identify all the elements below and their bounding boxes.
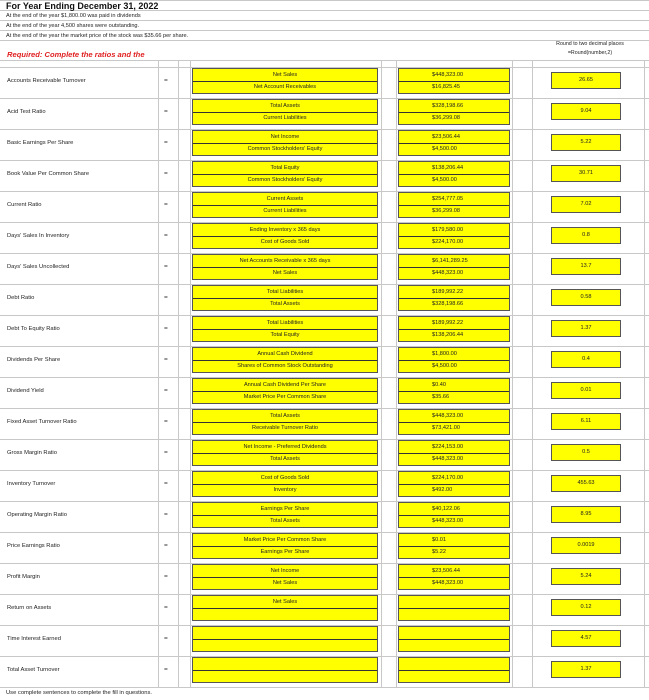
result-cell[interactable] bbox=[551, 258, 621, 275]
value-cell[interactable] bbox=[398, 68, 510, 94]
equals-sign: = bbox=[164, 356, 168, 363]
formula-denominator: Current Liabilities bbox=[263, 208, 307, 214]
fraction-line bbox=[399, 422, 509, 423]
fraction-line bbox=[193, 236, 377, 237]
formula-numerator: Market Price Per Common Share bbox=[243, 537, 327, 543]
formula-numerator: Annual Cash Dividend bbox=[257, 351, 313, 357]
formula-cell[interactable] bbox=[192, 595, 378, 621]
formula-cell[interactable] bbox=[192, 285, 378, 311]
fraction-line bbox=[193, 205, 377, 206]
ratio-row bbox=[0, 408, 649, 439]
fraction-line bbox=[399, 236, 509, 237]
value-cell[interactable] bbox=[398, 409, 510, 435]
fraction-line bbox=[399, 515, 509, 516]
fraction-line bbox=[193, 360, 377, 361]
value-numerator: $224,153.00 bbox=[432, 444, 464, 450]
formula-cell[interactable] bbox=[192, 161, 378, 187]
ratio-row bbox=[0, 67, 649, 98]
formula-denominator: Common Stockholders' Equity bbox=[247, 146, 323, 152]
value-cell[interactable] bbox=[398, 502, 510, 528]
ratio-row bbox=[0, 191, 649, 222]
equals-sign: = bbox=[164, 232, 168, 239]
value-denominator: $16,825.45 bbox=[432, 84, 460, 90]
result-value: 0.0019 bbox=[577, 542, 595, 548]
ratio-label: Debt Ratio bbox=[7, 295, 35, 301]
value-cell[interactable] bbox=[398, 595, 510, 621]
result-cell[interactable] bbox=[551, 599, 621, 616]
ratio-label: Debt To Equity Ratio bbox=[7, 326, 60, 332]
result-cell[interactable] bbox=[551, 382, 621, 399]
equals-sign: = bbox=[164, 201, 168, 208]
ratio-row bbox=[0, 284, 649, 315]
value-cell[interactable] bbox=[398, 223, 510, 249]
formula-denominator: Total Assets bbox=[270, 456, 300, 462]
result-cell[interactable] bbox=[551, 227, 621, 244]
sheet-title: For Year Ending December 31, 2022 bbox=[6, 1, 159, 11]
value-cell[interactable] bbox=[398, 378, 510, 404]
equals-sign: = bbox=[164, 170, 168, 177]
formula-cell[interactable] bbox=[192, 316, 378, 342]
equals-sign: = bbox=[164, 480, 168, 487]
ratio-label: Accounts Receivable Turnover bbox=[7, 78, 86, 84]
equals-sign: = bbox=[164, 139, 168, 146]
result-cell[interactable] bbox=[551, 165, 621, 182]
note-shares: At the end of the year 4,500 shares were outstanding. bbox=[6, 23, 140, 29]
ratio-label: Days' Sales In Inventory bbox=[7, 233, 70, 239]
result-cell[interactable] bbox=[551, 351, 621, 368]
result-cell[interactable] bbox=[551, 103, 621, 120]
result-cell[interactable] bbox=[551, 196, 621, 213]
value-cell[interactable] bbox=[398, 440, 510, 466]
ratio-row bbox=[0, 594, 649, 625]
result-cell[interactable] bbox=[551, 475, 621, 492]
formula-numerator: Net Income - Preferred Dividends bbox=[243, 444, 327, 450]
grid-line bbox=[0, 20, 649, 21]
fraction-line bbox=[193, 546, 377, 547]
value-numerator: $0.40 bbox=[432, 382, 446, 388]
value-cell[interactable] bbox=[398, 533, 510, 559]
result-value: 6.11 bbox=[580, 418, 592, 424]
value-denominator: $73,421.00 bbox=[432, 425, 460, 431]
value-numerator: $328,198.66 bbox=[432, 103, 464, 109]
equals-sign: = bbox=[164, 511, 168, 518]
formula-denominator: Total Assets bbox=[270, 301, 300, 307]
fraction-line bbox=[399, 391, 509, 392]
ratio-row bbox=[0, 532, 649, 563]
ratio-label: Gross Margin Ratio bbox=[7, 450, 57, 456]
ratio-row bbox=[0, 625, 649, 656]
fraction-line bbox=[399, 143, 509, 144]
formula-denominator: Net Account Receivables bbox=[253, 84, 317, 90]
value-cell[interactable] bbox=[398, 99, 510, 125]
formula-numerator: Ending Inventory x 365 days bbox=[249, 227, 321, 233]
formula-denominator: Receivable Turnover Ratio bbox=[252, 425, 318, 431]
value-cell[interactable] bbox=[398, 564, 510, 590]
formula-cell[interactable] bbox=[192, 378, 378, 404]
ratio-label: Acid Test Ratio bbox=[7, 109, 46, 115]
fraction-line bbox=[193, 391, 377, 392]
result-value: 4.57 bbox=[580, 635, 592, 641]
equals-sign: = bbox=[164, 263, 168, 270]
value-numerator: $254,777.05 bbox=[432, 196, 464, 202]
result-value: 0.5 bbox=[582, 449, 590, 455]
fraction-line bbox=[193, 577, 377, 578]
value-cell[interactable] bbox=[398, 471, 510, 497]
value-denominator: $224,170.00 bbox=[432, 239, 464, 245]
formula-cell[interactable] bbox=[192, 657, 378, 683]
formula-numerator: Earnings Per Share bbox=[260, 506, 310, 512]
note-dividends: At the end of the year $1,800.00 was paid in dividends bbox=[6, 13, 141, 19]
formula-cell[interactable] bbox=[192, 223, 378, 249]
ratio-label: Dividend Yield bbox=[7, 388, 44, 394]
result-cell[interactable] bbox=[551, 72, 621, 89]
result-cell[interactable] bbox=[551, 413, 621, 430]
value-numerator: $179,580.00 bbox=[432, 227, 464, 233]
value-numerator: $138,206.44 bbox=[432, 165, 464, 171]
result-cell[interactable] bbox=[551, 661, 621, 678]
value-denominator: $36,299.08 bbox=[432, 208, 460, 214]
ratio-row bbox=[0, 253, 649, 284]
result-value: 5.24 bbox=[580, 573, 592, 579]
result-value: 455.63 bbox=[577, 480, 595, 486]
result-cell[interactable] bbox=[551, 630, 621, 647]
ratio-label: Inventory Turnover bbox=[7, 481, 56, 487]
footer-instruction: Use complete sentences to complete the fill in questions. bbox=[6, 690, 152, 696]
fraction-line bbox=[193, 81, 377, 82]
formula-cell[interactable] bbox=[192, 254, 378, 280]
grid-line bbox=[0, 60, 649, 61]
formula-cell[interactable] bbox=[192, 68, 378, 94]
formula-denominator: Current Liabilities bbox=[263, 115, 307, 121]
fraction-line bbox=[193, 639, 377, 640]
result-value: 30.71 bbox=[579, 170, 593, 176]
formula-numerator: Current Assets bbox=[266, 196, 304, 202]
value-cell[interactable] bbox=[398, 254, 510, 280]
ratio-label: Time Interest Earned bbox=[7, 636, 61, 642]
formula-numerator: Total Assets bbox=[270, 103, 300, 109]
result-value: 0.01 bbox=[580, 387, 592, 393]
fraction-line bbox=[193, 453, 377, 454]
formula-cell[interactable] bbox=[192, 440, 378, 466]
value-numerator: $189,992.22 bbox=[432, 320, 464, 326]
formula-numerator: Annual Cash Dividend Per Share bbox=[243, 382, 327, 388]
result-cell[interactable] bbox=[551, 568, 621, 585]
fraction-line bbox=[193, 484, 377, 485]
value-denominator: $5.22 bbox=[432, 549, 446, 555]
equals-sign: = bbox=[164, 449, 168, 456]
note-market-price: At the end of the year the market price of the stock was $35.66 per share. bbox=[6, 33, 189, 39]
ratio-label: Basic Earnings Per Share bbox=[7, 140, 74, 146]
value-denominator: $448,323.00 bbox=[432, 518, 464, 524]
formula-denominator: Cost of Goods Sold bbox=[260, 239, 310, 245]
formula-cell[interactable] bbox=[192, 502, 378, 528]
result-value: 1.37 bbox=[580, 666, 592, 672]
ratio-label: Total Asset Turnover bbox=[7, 667, 60, 673]
value-numerator: $189,992.22 bbox=[432, 289, 464, 295]
ratio-label: Days' Sales Uncollected bbox=[7, 264, 70, 270]
formula-denominator: Earnings Per Share bbox=[260, 549, 310, 555]
fraction-line bbox=[399, 484, 509, 485]
result-value: 0.8 bbox=[582, 232, 590, 238]
value-denominator: $4,500.00 bbox=[432, 177, 457, 183]
formula-cell[interactable] bbox=[192, 409, 378, 435]
grid-line bbox=[0, 30, 649, 31]
formula-numerator: Total Liabilities bbox=[266, 320, 304, 326]
formula-cell[interactable] bbox=[192, 192, 378, 218]
formula-numerator: Net Income bbox=[270, 568, 300, 574]
formula-denominator: Net Sales bbox=[272, 270, 298, 276]
equals-sign: = bbox=[164, 573, 168, 580]
ratio-label: Dividends Per Share bbox=[7, 357, 61, 363]
ratio-row bbox=[0, 501, 649, 532]
formula-denominator: Total Assets bbox=[270, 518, 300, 524]
result-value: 7.02 bbox=[580, 201, 592, 207]
ratio-row bbox=[0, 346, 649, 377]
value-cell[interactable] bbox=[398, 657, 510, 683]
result-value: 0.12 bbox=[580, 604, 592, 610]
fraction-line bbox=[399, 298, 509, 299]
fraction-line bbox=[193, 267, 377, 268]
fraction-line bbox=[399, 546, 509, 547]
ratio-label: Profit Margin bbox=[7, 574, 40, 580]
value-denominator: $4,500.00 bbox=[432, 363, 457, 369]
ratio-label: Fixed Asset Turnover Ratio bbox=[7, 419, 77, 425]
fraction-line bbox=[399, 112, 509, 113]
value-denominator: $138,206.44 bbox=[432, 332, 464, 338]
fraction-line bbox=[193, 515, 377, 516]
ratio-row bbox=[0, 470, 649, 501]
formula-cell[interactable] bbox=[192, 347, 378, 373]
ratio-row bbox=[0, 656, 649, 687]
value-cell[interactable] bbox=[398, 316, 510, 342]
value-denominator: $448,323.00 bbox=[432, 270, 464, 276]
formula-denominator: Inventory bbox=[273, 487, 297, 493]
fraction-line bbox=[399, 267, 509, 268]
formula-numerator: Total Equity bbox=[270, 165, 300, 171]
value-denominator: $448,323.00 bbox=[432, 456, 464, 462]
formula-denominator: Total Equity bbox=[270, 332, 300, 338]
result-cell[interactable] bbox=[551, 289, 621, 306]
value-denominator: $4,500.00 bbox=[432, 146, 457, 152]
value-cell[interactable] bbox=[398, 285, 510, 311]
value-numerator: $23,506.44 bbox=[432, 134, 460, 140]
result-cell[interactable] bbox=[551, 506, 621, 523]
value-cell[interactable] bbox=[398, 161, 510, 187]
ratio-label: Return on Assets bbox=[7, 605, 52, 611]
value-denominator: $492.00 bbox=[432, 487, 453, 493]
required-instruction: Required: Complete the ratios and the bbox=[7, 50, 145, 59]
fraction-line bbox=[193, 608, 377, 609]
equals-sign: = bbox=[164, 387, 168, 394]
result-value: 8.95 bbox=[580, 511, 592, 517]
ratio-row bbox=[0, 563, 649, 594]
fraction-line bbox=[193, 112, 377, 113]
result-value: 0.58 bbox=[580, 294, 592, 300]
ratio-label: Current Ratio bbox=[7, 202, 42, 208]
fraction-line bbox=[193, 174, 377, 175]
formula-numerator: Total Assets bbox=[270, 413, 300, 419]
fraction-line bbox=[399, 639, 509, 640]
formula-numerator: Net Sales bbox=[272, 599, 298, 605]
value-numerator: $1,800.00 bbox=[432, 351, 457, 357]
value-numerator: $0.01 bbox=[432, 537, 446, 543]
value-numerator: $6,141,289.25 bbox=[432, 258, 468, 264]
value-cell[interactable] bbox=[398, 130, 510, 156]
equals-sign: = bbox=[164, 325, 168, 332]
value-numerator: $448,323.00 bbox=[432, 413, 464, 419]
ratio-row bbox=[0, 129, 649, 160]
fraction-line bbox=[193, 670, 377, 671]
value-numerator: $448,323.00 bbox=[432, 72, 464, 78]
ratio-row bbox=[0, 222, 649, 253]
ratio-row bbox=[0, 377, 649, 408]
formula-cell[interactable] bbox=[192, 471, 378, 497]
formula-denominator: Common Stockholders' Equity bbox=[247, 177, 323, 183]
formula-numerator: Net Income bbox=[270, 134, 300, 140]
result-value: 9.04 bbox=[580, 108, 592, 114]
value-numerator: $224,170.00 bbox=[432, 475, 464, 481]
formula-cell[interactable] bbox=[192, 533, 378, 559]
formula-cell[interactable] bbox=[192, 99, 378, 125]
equals-sign: = bbox=[164, 542, 168, 549]
result-cell[interactable] bbox=[551, 320, 621, 337]
fraction-line bbox=[193, 143, 377, 144]
fraction-line bbox=[399, 453, 509, 454]
fraction-line bbox=[399, 81, 509, 82]
value-denominator: $36,299.08 bbox=[432, 115, 460, 121]
formula-denominator: Shares of Common Stock Outstanding bbox=[237, 363, 333, 369]
formula-numerator: Total Liabilities bbox=[266, 289, 304, 295]
result-cell[interactable] bbox=[551, 537, 621, 554]
ratio-label: Price Earnings Ratio bbox=[7, 543, 60, 549]
fraction-line bbox=[399, 360, 509, 361]
value-denominator: $35.66 bbox=[432, 394, 450, 400]
value-denominator: $448,323.00 bbox=[432, 580, 464, 586]
result-value: 26.65 bbox=[579, 77, 593, 83]
value-cell[interactable] bbox=[398, 347, 510, 373]
round-instruction: Round to two decimal places =Round(number,2) bbox=[556, 41, 624, 56]
formula-numerator: Net Sales bbox=[272, 72, 298, 78]
value-cell[interactable] bbox=[398, 626, 510, 652]
fraction-line bbox=[193, 422, 377, 423]
equals-sign: = bbox=[164, 77, 168, 84]
result-value: 0.4 bbox=[582, 356, 590, 362]
equals-sign: = bbox=[164, 666, 168, 673]
formula-denominator: Market Price Per Common Share bbox=[243, 394, 327, 400]
value-denominator: $328,198.66 bbox=[432, 301, 464, 307]
ratio-label: Operating Margin Ratio bbox=[7, 512, 67, 518]
fraction-line bbox=[399, 329, 509, 330]
fraction-line bbox=[193, 298, 377, 299]
ratio-row bbox=[0, 315, 649, 346]
ratio-row bbox=[0, 439, 649, 470]
result-value: 5.22 bbox=[580, 139, 592, 145]
formula-numerator: Cost of Goods Sold bbox=[260, 475, 310, 481]
formula-denominator: Net Sales bbox=[272, 580, 298, 586]
equals-sign: = bbox=[164, 108, 168, 115]
formula-cell[interactable] bbox=[192, 130, 378, 156]
fraction-line bbox=[399, 577, 509, 578]
formula-cell[interactable] bbox=[192, 626, 378, 652]
ratio-label: Book Value Per Common Share bbox=[7, 171, 90, 177]
fraction-line bbox=[399, 174, 509, 175]
grid-line bbox=[0, 687, 649, 688]
fraction-line bbox=[399, 670, 509, 671]
fraction-line bbox=[193, 329, 377, 330]
result-cell[interactable] bbox=[551, 134, 621, 151]
formula-numerator: Net Accounts Receivable x 365 days bbox=[239, 258, 331, 264]
fraction-line bbox=[399, 205, 509, 206]
ratio-row bbox=[0, 98, 649, 129]
ratio-row bbox=[0, 160, 649, 191]
value-numerator: $40,122.06 bbox=[432, 506, 460, 512]
fraction-line bbox=[399, 608, 509, 609]
equals-sign: = bbox=[164, 604, 168, 611]
value-numerator: $23,506.44 bbox=[432, 568, 460, 574]
result-value: 1.37 bbox=[580, 325, 592, 331]
result-cell[interactable] bbox=[551, 444, 621, 461]
formula-cell[interactable] bbox=[192, 564, 378, 590]
equals-sign: = bbox=[164, 418, 168, 425]
value-cell[interactable] bbox=[398, 192, 510, 218]
equals-sign: = bbox=[164, 294, 168, 301]
equals-sign: = bbox=[164, 635, 168, 642]
result-value: 13.7 bbox=[580, 263, 592, 269]
